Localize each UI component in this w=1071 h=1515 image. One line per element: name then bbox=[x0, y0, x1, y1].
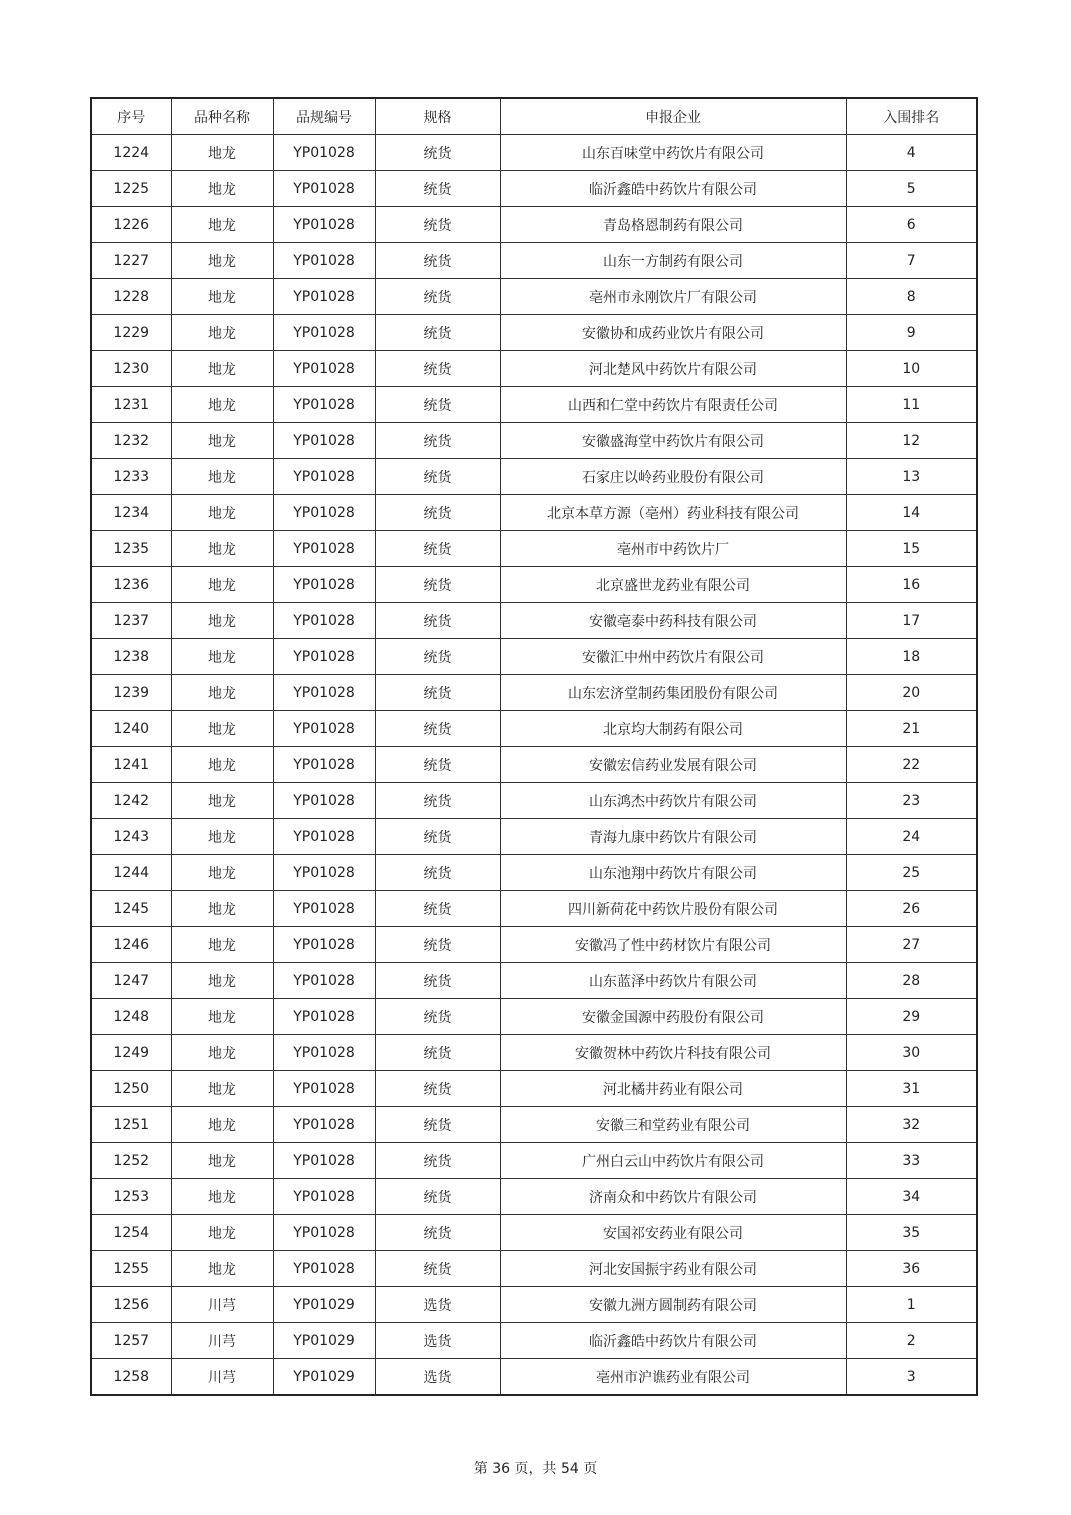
cell-spec-code: YP01028 bbox=[273, 171, 375, 207]
table-row bbox=[91, 279, 977, 315]
cell-spec-code: YP01028 bbox=[273, 927, 375, 963]
table-row bbox=[91, 927, 977, 963]
cell-variety-name: 地龙 bbox=[171, 747, 273, 783]
cell-shortlist-rank: 35 bbox=[846, 1215, 977, 1251]
cell-spec-code: YP01028 bbox=[273, 1251, 375, 1287]
cell-serial-number: 1224 bbox=[91, 135, 171, 171]
cell-applicant-company: 山东百味堂中药饮片有限公司 bbox=[500, 135, 846, 171]
cell-spec-code: YP01028 bbox=[273, 819, 375, 855]
cell-specification: 选货 bbox=[375, 1323, 500, 1359]
cell-shortlist-rank: 15 bbox=[846, 531, 977, 567]
cell-spec-code: YP01028 bbox=[273, 459, 375, 495]
header-serial-number: 序号 bbox=[91, 98, 171, 135]
table-row bbox=[91, 783, 977, 819]
cell-shortlist-rank: 9 bbox=[846, 315, 977, 351]
cell-shortlist-rank: 13 bbox=[846, 459, 977, 495]
cell-serial-number: 1251 bbox=[91, 1107, 171, 1143]
cell-spec-code: YP01028 bbox=[273, 1107, 375, 1143]
cell-variety-name: 地龙 bbox=[171, 207, 273, 243]
cell-spec-code: YP01028 bbox=[273, 1143, 375, 1179]
cell-applicant-company: 石家庄以岭药业股份有限公司 bbox=[500, 459, 846, 495]
table-row bbox=[91, 819, 977, 855]
cell-variety-name: 地龙 bbox=[171, 963, 273, 999]
cell-variety-name: 地龙 bbox=[171, 891, 273, 927]
cell-serial-number: 1230 bbox=[91, 351, 171, 387]
cell-spec-code: YP01028 bbox=[273, 963, 375, 999]
cell-spec-code: YP01028 bbox=[273, 1215, 375, 1251]
cell-shortlist-rank: 22 bbox=[846, 747, 977, 783]
cell-serial-number: 1228 bbox=[91, 279, 171, 315]
cell-variety-name: 地龙 bbox=[171, 459, 273, 495]
cell-serial-number: 1241 bbox=[91, 747, 171, 783]
cell-variety-name: 地龙 bbox=[171, 531, 273, 567]
cell-spec-code: YP01028 bbox=[273, 207, 375, 243]
table-row bbox=[91, 171, 977, 207]
cell-variety-name: 地龙 bbox=[171, 1179, 273, 1215]
cell-specification: 选货 bbox=[375, 1287, 500, 1323]
table-row bbox=[91, 207, 977, 243]
cell-serial-number: 1240 bbox=[91, 711, 171, 747]
cell-shortlist-rank: 20 bbox=[846, 675, 977, 711]
cell-specification: 统货 bbox=[375, 855, 500, 891]
cell-serial-number: 1253 bbox=[91, 1179, 171, 1215]
cell-shortlist-rank: 3 bbox=[846, 1359, 977, 1396]
cell-shortlist-rank: 30 bbox=[846, 1035, 977, 1071]
cell-applicant-company: 临沂鑫皓中药饮片有限公司 bbox=[500, 171, 846, 207]
cell-serial-number: 1245 bbox=[91, 891, 171, 927]
cell-variety-name: 地龙 bbox=[171, 567, 273, 603]
cell-specification: 统货 bbox=[375, 459, 500, 495]
table-row bbox=[91, 855, 977, 891]
table-row bbox=[91, 1287, 977, 1323]
cell-specification: 选货 bbox=[375, 1359, 500, 1396]
cell-specification: 统货 bbox=[375, 963, 500, 999]
cell-shortlist-rank: 10 bbox=[846, 351, 977, 387]
cell-variety-name: 地龙 bbox=[171, 171, 273, 207]
header-variety-name: 品种名称 bbox=[171, 98, 273, 135]
cell-serial-number: 1242 bbox=[91, 783, 171, 819]
cell-applicant-company: 安徽三和堂药业有限公司 bbox=[500, 1107, 846, 1143]
cell-applicant-company: 广州白云山中药饮片有限公司 bbox=[500, 1143, 846, 1179]
table-row bbox=[91, 1251, 977, 1287]
table-row bbox=[91, 639, 977, 675]
cell-serial-number: 1238 bbox=[91, 639, 171, 675]
cell-applicant-company: 青海九康中药饮片有限公司 bbox=[500, 819, 846, 855]
cell-specification: 统货 bbox=[375, 387, 500, 423]
cell-shortlist-rank: 28 bbox=[846, 963, 977, 999]
cell-variety-name: 川芎 bbox=[171, 1359, 273, 1396]
cell-spec-code: YP01028 bbox=[273, 675, 375, 711]
cell-specification: 统货 bbox=[375, 603, 500, 639]
cell-spec-code: YP01028 bbox=[273, 1179, 375, 1215]
cell-applicant-company: 济南众和中药饮片有限公司 bbox=[500, 1179, 846, 1215]
cell-applicant-company: 河北橘井药业有限公司 bbox=[500, 1071, 846, 1107]
table-row bbox=[91, 387, 977, 423]
cell-spec-code: YP01028 bbox=[273, 315, 375, 351]
cell-shortlist-rank: 16 bbox=[846, 567, 977, 603]
cell-variety-name: 地龙 bbox=[171, 351, 273, 387]
cell-shortlist-rank: 36 bbox=[846, 1251, 977, 1287]
cell-serial-number: 1244 bbox=[91, 855, 171, 891]
cell-applicant-company: 安徽宏信药业发展有限公司 bbox=[500, 747, 846, 783]
cell-serial-number: 1255 bbox=[91, 1251, 171, 1287]
cell-spec-code: YP01028 bbox=[273, 999, 375, 1035]
table-row bbox=[91, 567, 977, 603]
cell-serial-number: 1257 bbox=[91, 1323, 171, 1359]
cell-serial-number: 1235 bbox=[91, 531, 171, 567]
cell-spec-code: YP01028 bbox=[273, 243, 375, 279]
table-row bbox=[91, 459, 977, 495]
cell-spec-code: YP01028 bbox=[273, 279, 375, 315]
table-row bbox=[91, 135, 977, 171]
cell-shortlist-rank: 33 bbox=[846, 1143, 977, 1179]
table-row bbox=[91, 1143, 977, 1179]
cell-spec-code: YP01028 bbox=[273, 135, 375, 171]
cell-applicant-company: 亳州市沪谯药业有限公司 bbox=[500, 1359, 846, 1396]
cell-spec-code: YP01028 bbox=[273, 603, 375, 639]
cell-variety-name: 地龙 bbox=[171, 243, 273, 279]
cell-spec-code: YP01029 bbox=[273, 1359, 375, 1396]
cell-variety-name: 地龙 bbox=[171, 1071, 273, 1107]
cell-applicant-company: 亳州市永刚饮片厂有限公司 bbox=[500, 279, 846, 315]
cell-specification: 统货 bbox=[375, 1143, 500, 1179]
cell-spec-code: YP01028 bbox=[273, 891, 375, 927]
cell-shortlist-rank: 32 bbox=[846, 1107, 977, 1143]
cell-spec-code: YP01029 bbox=[273, 1323, 375, 1359]
table-row bbox=[91, 675, 977, 711]
cell-serial-number: 1234 bbox=[91, 495, 171, 531]
cell-specification: 统货 bbox=[375, 711, 500, 747]
cell-variety-name: 地龙 bbox=[171, 135, 273, 171]
cell-shortlist-rank: 11 bbox=[846, 387, 977, 423]
table-row bbox=[91, 747, 977, 783]
cell-applicant-company: 山东一方制药有限公司 bbox=[500, 243, 846, 279]
cell-applicant-company: 安徽亳泰中药科技有限公司 bbox=[500, 603, 846, 639]
cell-variety-name: 地龙 bbox=[171, 675, 273, 711]
cell-shortlist-rank: 6 bbox=[846, 207, 977, 243]
cell-variety-name: 地龙 bbox=[171, 639, 273, 675]
cell-spec-code: YP01028 bbox=[273, 567, 375, 603]
table-row bbox=[91, 1215, 977, 1251]
cell-serial-number: 1246 bbox=[91, 927, 171, 963]
header-specification: 规格 bbox=[375, 98, 500, 135]
cell-shortlist-rank: 27 bbox=[846, 927, 977, 963]
cell-applicant-company: 四川新荷花中药饮片股份有限公司 bbox=[500, 891, 846, 927]
cell-serial-number: 1233 bbox=[91, 459, 171, 495]
cell-applicant-company: 河北楚风中药饮片有限公司 bbox=[500, 351, 846, 387]
cell-specification: 统货 bbox=[375, 243, 500, 279]
cell-specification: 统货 bbox=[375, 1251, 500, 1287]
cell-specification: 统货 bbox=[375, 207, 500, 243]
cell-shortlist-rank: 4 bbox=[846, 135, 977, 171]
cell-applicant-company: 北京盛世龙药业有限公司 bbox=[500, 567, 846, 603]
cell-specification: 统货 bbox=[375, 783, 500, 819]
cell-shortlist-rank: 31 bbox=[846, 1071, 977, 1107]
cell-shortlist-rank: 2 bbox=[846, 1323, 977, 1359]
cell-applicant-company: 安徽冯了性中药材饮片有限公司 bbox=[500, 927, 846, 963]
cell-serial-number: 1226 bbox=[91, 207, 171, 243]
cell-spec-code: YP01029 bbox=[273, 1287, 375, 1323]
cell-shortlist-rank: 17 bbox=[846, 603, 977, 639]
cell-serial-number: 1258 bbox=[91, 1359, 171, 1396]
cell-serial-number: 1252 bbox=[91, 1143, 171, 1179]
cell-variety-name: 地龙 bbox=[171, 495, 273, 531]
cell-spec-code: YP01028 bbox=[273, 387, 375, 423]
cell-spec-code: YP01028 bbox=[273, 783, 375, 819]
cell-variety-name: 地龙 bbox=[171, 387, 273, 423]
table-row bbox=[91, 315, 977, 351]
cell-specification: 统货 bbox=[375, 1071, 500, 1107]
header-applicant-company: 申报企业 bbox=[500, 98, 846, 135]
cell-applicant-company: 山东宏济堂制药集团股份有限公司 bbox=[500, 675, 846, 711]
cell-specification: 统货 bbox=[375, 747, 500, 783]
cell-shortlist-rank: 23 bbox=[846, 783, 977, 819]
cell-variety-name: 地龙 bbox=[171, 927, 273, 963]
table-row bbox=[91, 1071, 977, 1107]
cell-spec-code: YP01028 bbox=[273, 423, 375, 459]
header-spec-code: 品规编号 bbox=[273, 98, 375, 135]
cell-shortlist-rank: 1 bbox=[846, 1287, 977, 1323]
cell-serial-number: 1237 bbox=[91, 603, 171, 639]
cell-shortlist-rank: 21 bbox=[846, 711, 977, 747]
cell-shortlist-rank: 8 bbox=[846, 279, 977, 315]
cell-applicant-company: 安徽九洲方圆制药有限公司 bbox=[500, 1287, 846, 1323]
cell-specification: 统货 bbox=[375, 171, 500, 207]
cell-variety-name: 地龙 bbox=[171, 1251, 273, 1287]
cell-variety-name: 地龙 bbox=[171, 315, 273, 351]
table-row bbox=[91, 963, 977, 999]
cell-spec-code: YP01028 bbox=[273, 855, 375, 891]
table-row bbox=[91, 1323, 977, 1359]
table-row bbox=[91, 423, 977, 459]
cell-specification: 统货 bbox=[375, 423, 500, 459]
cell-serial-number: 1239 bbox=[91, 675, 171, 711]
cell-variety-name: 地龙 bbox=[171, 783, 273, 819]
cell-specification: 统货 bbox=[375, 315, 500, 351]
cell-serial-number: 1225 bbox=[91, 171, 171, 207]
cell-spec-code: YP01028 bbox=[273, 1035, 375, 1071]
table-row bbox=[91, 531, 977, 567]
cell-spec-code: YP01028 bbox=[273, 351, 375, 387]
cell-shortlist-rank: 29 bbox=[846, 999, 977, 1035]
cell-serial-number: 1248 bbox=[91, 999, 171, 1035]
cell-specification: 统货 bbox=[375, 639, 500, 675]
cell-variety-name: 地龙 bbox=[171, 1143, 273, 1179]
table-header-row bbox=[91, 98, 977, 135]
cell-variety-name: 地龙 bbox=[171, 1215, 273, 1251]
cell-applicant-company: 临沂鑫皓中药饮片有限公司 bbox=[500, 1323, 846, 1359]
cell-applicant-company: 亳州市中药饮片厂 bbox=[500, 531, 846, 567]
table-row bbox=[91, 243, 977, 279]
cell-specification: 统货 bbox=[375, 675, 500, 711]
table-row bbox=[91, 1359, 977, 1396]
header-shortlist-rank: 入围排名 bbox=[846, 98, 977, 135]
cell-applicant-company: 北京本草方源（亳州）药业科技有限公司 bbox=[500, 495, 846, 531]
cell-specification: 统货 bbox=[375, 351, 500, 387]
cell-shortlist-rank: 25 bbox=[846, 855, 977, 891]
cell-shortlist-rank: 24 bbox=[846, 819, 977, 855]
cell-variety-name: 地龙 bbox=[171, 1035, 273, 1071]
cell-spec-code: YP01028 bbox=[273, 711, 375, 747]
results-table-container bbox=[90, 97, 976, 1396]
cell-applicant-company: 山东鸿杰中药饮片有限公司 bbox=[500, 783, 846, 819]
cell-spec-code: YP01028 bbox=[273, 747, 375, 783]
cell-variety-name: 地龙 bbox=[171, 711, 273, 747]
table-row bbox=[91, 891, 977, 927]
cell-specification: 统货 bbox=[375, 279, 500, 315]
cell-applicant-company: 山东蓝泽中药饮片有限公司 bbox=[500, 963, 846, 999]
cell-applicant-company: 青岛格恩制药有限公司 bbox=[500, 207, 846, 243]
cell-specification: 统货 bbox=[375, 531, 500, 567]
cell-shortlist-rank: 7 bbox=[846, 243, 977, 279]
cell-specification: 统货 bbox=[375, 891, 500, 927]
cell-spec-code: YP01028 bbox=[273, 639, 375, 675]
table-row bbox=[91, 711, 977, 747]
table-body bbox=[91, 135, 977, 1396]
cell-specification: 统货 bbox=[375, 1107, 500, 1143]
cell-serial-number: 1254 bbox=[91, 1215, 171, 1251]
cell-specification: 统货 bbox=[375, 819, 500, 855]
table-row bbox=[91, 1107, 977, 1143]
cell-specification: 统货 bbox=[375, 1215, 500, 1251]
cell-variety-name: 地龙 bbox=[171, 999, 273, 1035]
cell-shortlist-rank: 18 bbox=[846, 639, 977, 675]
cell-applicant-company: 安徽贺林中药饮片科技有限公司 bbox=[500, 1035, 846, 1071]
results-table bbox=[90, 97, 978, 1396]
cell-variety-name: 川芎 bbox=[171, 1323, 273, 1359]
cell-serial-number: 1243 bbox=[91, 819, 171, 855]
cell-shortlist-rank: 12 bbox=[846, 423, 977, 459]
cell-serial-number: 1229 bbox=[91, 315, 171, 351]
cell-specification: 统货 bbox=[375, 999, 500, 1035]
cell-applicant-company: 安徽协和成药业饮片有限公司 bbox=[500, 315, 846, 351]
cell-variety-name: 地龙 bbox=[171, 1107, 273, 1143]
cell-applicant-company: 河北安国振宇药业有限公司 bbox=[500, 1251, 846, 1287]
cell-specification: 统货 bbox=[375, 1035, 500, 1071]
cell-variety-name: 地龙 bbox=[171, 855, 273, 891]
page-number-footer: 第 36 页，共 54 页 bbox=[473, 1461, 598, 1477]
cell-shortlist-rank: 34 bbox=[846, 1179, 977, 1215]
table-row bbox=[91, 1035, 977, 1071]
cell-serial-number: 1236 bbox=[91, 567, 171, 603]
cell-serial-number: 1249 bbox=[91, 1035, 171, 1071]
cell-applicant-company: 北京均大制药有限公司 bbox=[500, 711, 846, 747]
table-row bbox=[91, 495, 977, 531]
cell-applicant-company: 山东池翔中药饮片有限公司 bbox=[500, 855, 846, 891]
cell-serial-number: 1232 bbox=[91, 423, 171, 459]
table-row bbox=[91, 999, 977, 1035]
table-row bbox=[91, 351, 977, 387]
cell-serial-number: 1250 bbox=[91, 1071, 171, 1107]
cell-shortlist-rank: 5 bbox=[846, 171, 977, 207]
cell-shortlist-rank: 14 bbox=[846, 495, 977, 531]
table-row bbox=[91, 603, 977, 639]
cell-serial-number: 1256 bbox=[91, 1287, 171, 1323]
cell-specification: 统货 bbox=[375, 567, 500, 603]
cell-applicant-company: 安国祁安药业有限公司 bbox=[500, 1215, 846, 1251]
cell-specification: 统货 bbox=[375, 135, 500, 171]
cell-variety-name: 川芎 bbox=[171, 1287, 273, 1323]
cell-shortlist-rank: 26 bbox=[846, 891, 977, 927]
cell-serial-number: 1231 bbox=[91, 387, 171, 423]
cell-specification: 统货 bbox=[375, 495, 500, 531]
cell-specification: 统货 bbox=[375, 927, 500, 963]
cell-spec-code: YP01028 bbox=[273, 531, 375, 567]
cell-applicant-company: 安徽汇中州中药饮片有限公司 bbox=[500, 639, 846, 675]
cell-variety-name: 地龙 bbox=[171, 279, 273, 315]
cell-serial-number: 1227 bbox=[91, 243, 171, 279]
cell-variety-name: 地龙 bbox=[171, 603, 273, 639]
cell-variety-name: 地龙 bbox=[171, 819, 273, 855]
cell-spec-code: YP01028 bbox=[273, 1071, 375, 1107]
cell-specification: 统货 bbox=[375, 1179, 500, 1215]
cell-applicant-company: 安徽盛海堂中药饮片有限公司 bbox=[500, 423, 846, 459]
cell-applicant-company: 山西和仁堂中药饮片有限责任公司 bbox=[500, 387, 846, 423]
cell-applicant-company: 安徽金国源中药股份有限公司 bbox=[500, 999, 846, 1035]
cell-spec-code: YP01028 bbox=[273, 495, 375, 531]
table-row bbox=[91, 1179, 977, 1215]
cell-serial-number: 1247 bbox=[91, 963, 171, 999]
cell-variety-name: 地龙 bbox=[171, 423, 273, 459]
